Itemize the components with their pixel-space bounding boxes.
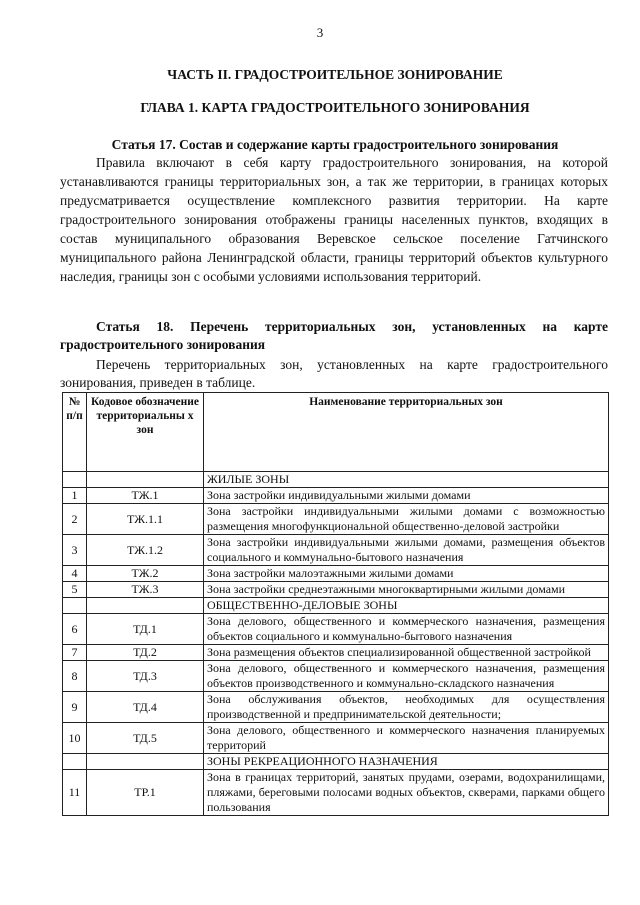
table-row [63, 504, 609, 535]
row-code: ТЖ.1 [87, 488, 204, 504]
article-18-title: Статья 18. Перечень территориальных зон, установленных на карте градостроительного зонирования [60, 319, 608, 352]
row-name: Зона в границах территорий, занятых прудами, озерами, водохранилищами, пляжами, береговыми полосами водных объектов, скверами, парками общего пользования [204, 770, 609, 816]
row-code: ТД.4 [87, 692, 204, 723]
row-num: 1 [63, 488, 87, 504]
article-18-text: Перечень территориальных зон, установленных на карте градостроительного зонирования, приведен в таблице. [60, 357, 608, 390]
row-code: ТД.5 [87, 723, 204, 754]
table-row [63, 535, 609, 566]
zones-table [62, 392, 609, 816]
group-empty-code [87, 754, 204, 770]
header-name: Наименование территориальных зон [204, 393, 609, 472]
chapter-title: ГЛАВА 1. КАРТА ГРАДОСТРОИТЕЛЬНОГО ЗОНИРОВАНИЯ [140, 100, 530, 115]
row-num: 6 [63, 614, 87, 645]
part-title: ЧАСТЬ II. ГРАДОСТРОИТЕЛЬНОЕ ЗОНИРОВАНИЕ [167, 67, 503, 82]
row-name: Зона делового, общественного и коммерческого назначения, размещения объектов социального и коммунально-бытового назначения [204, 614, 609, 645]
row-name: Зона застройки индивидуальными жилыми домами [204, 488, 609, 504]
row-num: 11 [63, 770, 87, 816]
row-name: Зона застройки среднеэтажными многоквартирными жилыми домами [204, 582, 609, 598]
row-code: ТЖ.3 [87, 582, 204, 598]
group-empty-num [63, 472, 87, 488]
group-row [63, 754, 609, 770]
row-num: 4 [63, 566, 87, 582]
row-num: 9 [63, 692, 87, 723]
row-name: Зона застройки индивидуальными жилыми домами, размещения объектов социального и коммунально-бытового назначения [204, 535, 609, 566]
table-row [63, 692, 609, 723]
row-code: ТЖ.1.1 [87, 504, 204, 535]
page-number: 3 [316, 25, 324, 40]
group-row [63, 598, 609, 614]
row-num: 8 [63, 661, 87, 692]
group-title: ЗОНЫ РЕКРЕАЦИОННОГО НАЗНАЧЕНИЯ [204, 754, 609, 770]
table-row [63, 770, 609, 816]
table-row [63, 614, 609, 645]
group-empty-code [87, 472, 204, 488]
row-num: 2 [63, 504, 87, 535]
group-empty-num [63, 754, 87, 770]
table-row [63, 488, 609, 504]
row-num: 10 [63, 723, 87, 754]
group-empty-code [87, 598, 204, 614]
table-row [63, 566, 609, 582]
header-code: Кодовое обозначение территориальны х зон [87, 393, 204, 472]
header-num: № п/п [63, 393, 87, 472]
group-title: ОБЩЕСТВЕННО-ДЕЛОВЫЕ ЗОНЫ [204, 598, 609, 614]
table-row [63, 645, 609, 661]
table-row [63, 723, 609, 754]
zones-table-body [63, 472, 609, 816]
row-code: ТР.1 [87, 770, 204, 816]
row-num: 5 [63, 582, 87, 598]
article-17-text: Правила включают в себя карту градостроительного зонирования, на которой устанавливаются границы территориальных зон, а так же территории, в границах которых предусматривается осуществление комплексного развития территории. На карте градостроительного зонирования отображены границы населенных пунктов, входящих в состав муниципального образования Веревское сельское поселение Гатчинского муниципального района Ленинградской области, границы территорий объектов культурного наследия, границы зон с особыми условиями использования территорий. [60, 155, 608, 284]
row-name: Зона делового, общественного и коммерческого назначения планируемых территорий [204, 723, 609, 754]
table-row [63, 661, 609, 692]
group-empty-num [63, 598, 87, 614]
row-name: Зона делового, общественного и коммерческого назначения, размещения объектов производственного и коммунально-складского назначения [204, 661, 609, 692]
row-code: ТД.1 [87, 614, 204, 645]
group-row [63, 472, 609, 488]
row-num: 3 [63, 535, 87, 566]
table-row [63, 582, 609, 598]
row-code: ТД.3 [87, 661, 204, 692]
row-name: Зона застройки малоэтажными жилыми домами [204, 566, 609, 582]
group-title: ЖИЛЫЕ ЗОНЫ [204, 472, 609, 488]
row-name: Зона обслуживания объектов, необходимых для осуществления производственной и предпринимательской деятельности; [204, 692, 609, 723]
article-17-title: Статья 17. Состав и содержание карты градостроительного зонирования [111, 137, 559, 152]
row-name: Зона размещения объектов специализированной общественной застройкой [204, 645, 609, 661]
row-code: ТЖ.1.2 [87, 535, 204, 566]
row-name: Зона застройки индивидуальными жилыми домами с возможностью размещения многофункциональной общественно-деловой застройки [204, 504, 609, 535]
row-code: ТД.2 [87, 645, 204, 661]
row-code: ТЖ.2 [87, 566, 204, 582]
row-num: 7 [63, 645, 87, 661]
table-header-row [63, 393, 609, 472]
